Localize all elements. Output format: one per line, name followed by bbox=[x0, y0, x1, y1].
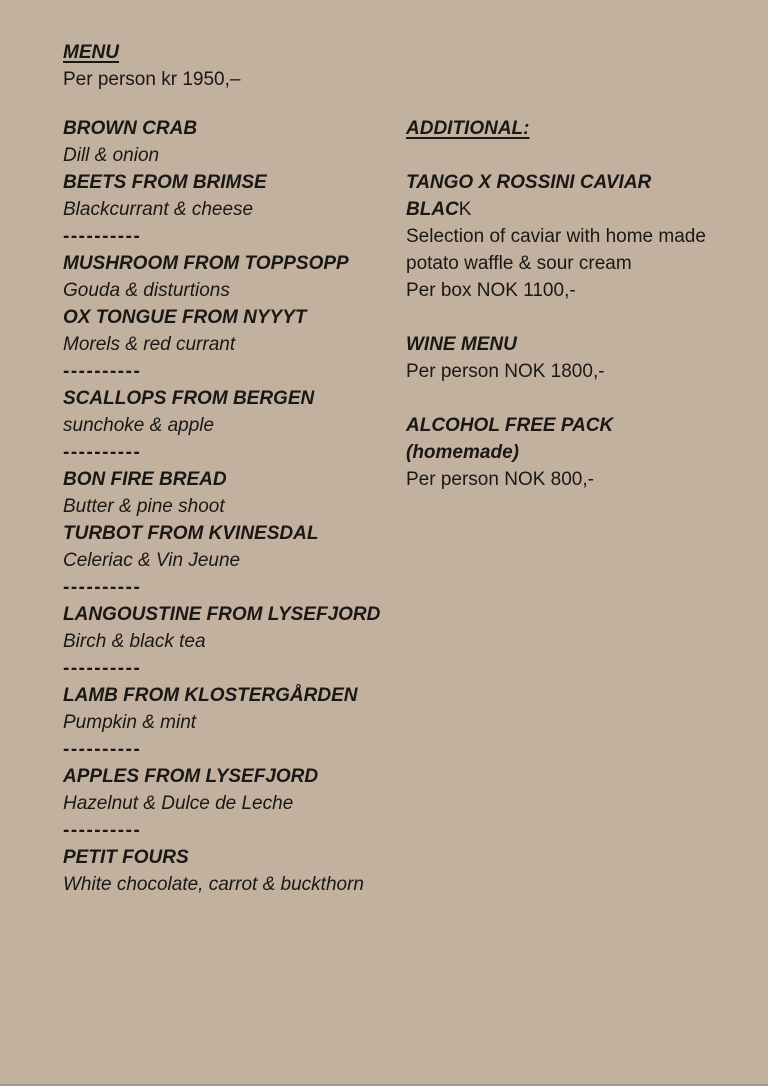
additional-column bbox=[406, 115, 736, 493]
additional-list bbox=[406, 169, 736, 493]
dish-name: LAMB FROM KLOSTERGÅRDEN bbox=[63, 685, 358, 706]
dish-name: TURBOT FROM KVINESDAL bbox=[63, 523, 319, 544]
dish-description: Hazelnut & Dulce de Leche bbox=[63, 793, 294, 814]
course-divider: ---------- bbox=[63, 658, 142, 679]
dish-description: Pumpkin & mint bbox=[63, 712, 197, 733]
gap-line bbox=[63, 93, 423, 115]
additional-item-name: (homemade) bbox=[406, 442, 519, 463]
dish-description: Blackcurrant & cheese bbox=[63, 199, 254, 220]
additional-item-detail: Per person NOK 800,- bbox=[406, 469, 594, 490]
dish-name: PETIT FOURS bbox=[63, 847, 189, 868]
blank-line bbox=[406, 304, 736, 331]
course-divider: ---------- bbox=[63, 739, 142, 760]
dish-name: SCALLOPS FROM BERGEN bbox=[63, 388, 315, 409]
course-divider: ---------- bbox=[63, 442, 142, 463]
dish-name: APPLES FROM LYSEFJORD bbox=[63, 766, 319, 787]
additional-item-detail: potato waffle & sour cream bbox=[406, 253, 632, 274]
menu-title: MENU bbox=[63, 42, 119, 63]
dish-description: Butter & pine shoot bbox=[63, 496, 225, 517]
dish-name: BROWN CRAB bbox=[63, 118, 198, 139]
menu-price: Per person kr 1950,– bbox=[63, 69, 241, 90]
dish-description: White chocolate, carrot & buckthorn bbox=[63, 874, 364, 895]
dish-description: Morels & red currant bbox=[63, 334, 236, 355]
course-divider: ---------- bbox=[63, 820, 142, 841]
course-list bbox=[63, 115, 423, 898]
menu-column bbox=[63, 39, 423, 898]
additional-item-name: TANGO X ROSSINI CAVIAR bbox=[406, 172, 652, 193]
dish-description: Gouda & disturtions bbox=[63, 280, 230, 301]
additional-title: ADDITIONAL: bbox=[406, 118, 530, 139]
blank-line bbox=[406, 142, 736, 169]
dish-name: BEETS FROM BRIMSE bbox=[63, 172, 267, 193]
dish-description: Celeriac & Vin Jeune bbox=[63, 550, 241, 571]
dish-name: BON FIRE BREAD bbox=[63, 469, 227, 490]
blank-line bbox=[406, 385, 736, 412]
dish-name: MUSHROOM FROM TOPPSOPP bbox=[63, 253, 349, 274]
additional-item-detail: Per box NOK 1100,- bbox=[406, 280, 576, 301]
additional-item-name-bold-part: BLAC bbox=[406, 199, 459, 220]
dish-description: Dill & onion bbox=[63, 145, 160, 166]
course-divider: ---------- bbox=[63, 577, 142, 598]
additional-item-name: ALCOHOL FREE PACK bbox=[406, 415, 614, 436]
dish-name: OX TONGUE FROM NYYYT bbox=[63, 307, 307, 328]
additional-item-detail: Selection of caviar with home made bbox=[406, 226, 706, 247]
course-divider: ---------- bbox=[63, 226, 142, 247]
additional-item-name bbox=[406, 196, 736, 223]
additional-item-name: WINE MENU bbox=[406, 334, 517, 355]
course-divider: ---------- bbox=[63, 361, 142, 382]
additional-item-detail: Per person NOK 1800,- bbox=[406, 361, 605, 382]
dish-description: sunchoke & apple bbox=[63, 415, 215, 436]
dish-name: LANGOUSTINE FROM LYSEFJORD bbox=[63, 604, 381, 625]
dish-description: Birch & black tea bbox=[63, 631, 206, 652]
additional-item-name-regular-part: K bbox=[458, 199, 472, 220]
